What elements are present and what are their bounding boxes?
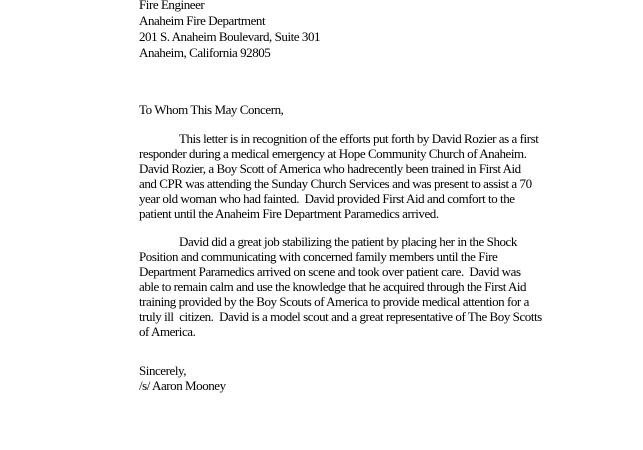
sender-city-state-zip: Anaheim, California 92805 (139, 45, 271, 60)
salutation: To Whom This May Concern, (139, 102, 284, 117)
paragraph2-line: Position and communicating with concerned family members until the Fire (139, 249, 498, 264)
paragraph1-line: patient until the Anaheim Fire Department Paramedics arrived. (139, 206, 439, 221)
paragraph1-line: This letter is in recognition of the efforts put forth by David Rozier as a first (179, 131, 539, 146)
paragraph2-line: Department Paramedics arrived on scene and took over patient care. David was (139, 264, 521, 279)
closing: Sincerely, (139, 363, 186, 378)
sender-department: Anaheim Fire Department (139, 13, 266, 28)
paragraph2-line: truly ill citizen. David is a model scout and a great representative of The Boy Scotts (139, 309, 542, 324)
signature: /s/ Aaron Mooney (139, 378, 226, 393)
paragraph2-line: David did a great job stabilizing the patient by placing her in the Shock (179, 234, 517, 249)
paragraph1-line: David Rozier, a Boy Scott of America who hadrecently been trained in First Aid (139, 161, 521, 176)
paragraph1-line: responder during a medical emergency at Hope Community Church of Anaheim. (139, 146, 527, 161)
sender-street-address: 201 S. Anaheim Boulevard, Suite 301 (139, 29, 321, 44)
sender-title: Fire Engineer (139, 0, 205, 12)
paragraph1-line: and CPR was attending the Sunday Church Services and was present to assist a 70 (139, 176, 532, 191)
paragraph2-line: training provided by the Boy Scouts of America to provide medical attention for a (139, 294, 529, 309)
paragraph1-line: year old woman who had fainted. David provided First Aid and comfort to the (139, 191, 515, 206)
paragraph2-line: of America. (139, 324, 196, 339)
paragraph2-line: able to remain calm and use the knowledge that he acquired through the First Aid (139, 279, 527, 294)
